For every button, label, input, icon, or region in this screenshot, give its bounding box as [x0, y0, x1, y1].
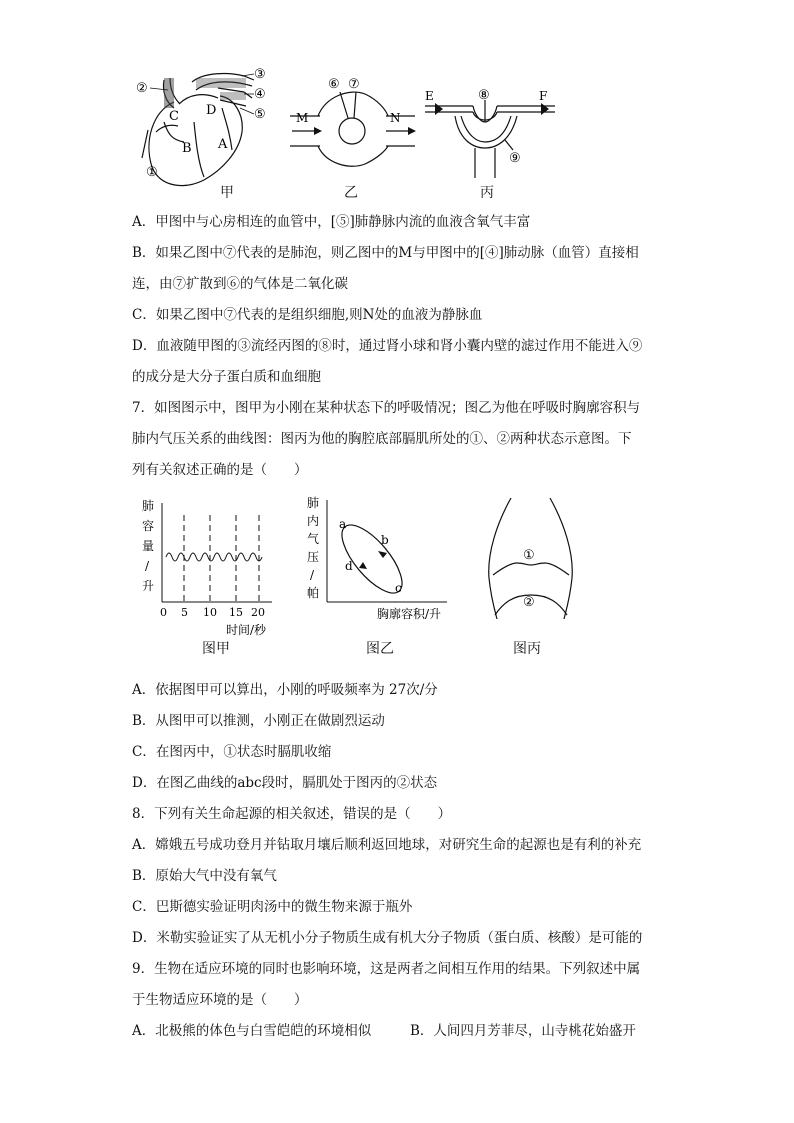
capillary-label-n: N [390, 111, 401, 125]
heart-label-4: ④ [254, 87, 266, 102]
heart-label-1: ① [146, 165, 158, 180]
diaphragm-state-2: ② [523, 595, 535, 610]
heart-label-2: ② [136, 81, 148, 96]
q9-stem-1: 9．生物在适应环境的同时也影响环境，这是两者之间相互作用的结果。下列叙述中属 [132, 961, 641, 977]
q7-option-c: C．在图丙中，①状态时膈肌收缩 [132, 744, 332, 760]
svg-text:气: 气 [307, 532, 320, 546]
q9-option-b: B．人间四月芳菲尽，山寺桃花始盛开 [410, 1023, 636, 1039]
point-a: a [339, 517, 347, 531]
ylabel-lung-volume [142, 498, 154, 593]
xtick-5: 5 [181, 606, 188, 619]
point-d: d [345, 559, 353, 573]
q7-stem-2: 肺内气压关系的曲线图：图丙为他的胸腔底部膈肌所处的①、②两种状态示意图。下 [132, 431, 632, 447]
q8-option-a: A．嫦娥五号成功登月并钻取月壤后顺利返回地球，对研究生命的起源也是有利的补充 [132, 837, 642, 853]
svg-text:帕: 帕 [307, 586, 320, 600]
q8-option-d: D．米勒实验证实了从无机小分子物质生成有机大分子物质（蛋白质、核酸）是可能的 [132, 930, 643, 946]
capillary-label-6: ⑥ [328, 77, 340, 92]
q8-stem: 8．下列有关生命起源的相关叙述，错误的是（ ） [132, 806, 452, 822]
diaphragm-state-1: ① [523, 548, 535, 563]
xlabel-chest-volume: 胸廓容积/升 [377, 607, 442, 621]
capillary-label-7: ⑦ [348, 77, 360, 92]
xtick-15: 15 [229, 606, 243, 619]
fig7-yi-caption: 图乙 [366, 641, 394, 657]
q6-option-b-cont: 连，由⑦扩散到⑥的气体是二氧化碳 [132, 276, 348, 292]
svg-text:/: / [310, 568, 315, 582]
nephron-label-f: F [539, 89, 548, 103]
xtick-0: 0 [160, 606, 167, 619]
q6-option-a: A．甲图中与心房相连的血管中，[⑤]肺静脉内流的血液含氧气丰富 [132, 214, 531, 230]
diaphragm-diagram [483, 493, 578, 633]
svg-text:肺: 肺 [142, 499, 155, 513]
heart-diagram [134, 62, 284, 197]
q9-stem-2: 于生物适应环境的是（ ） [132, 992, 308, 1008]
q7-stem-3: 列有关叙述正确的是（ ） [132, 462, 308, 478]
xtick-20: 20 [251, 606, 265, 619]
heart-chamber-c: C [169, 109, 179, 124]
heart-chamber-b: B [182, 141, 192, 156]
heart-chamber-a: A [218, 137, 228, 152]
point-b: b [381, 533, 389, 547]
q6-option-d: D．血液随甲图的③流经丙图的⑧时，通过肾小球和肾小囊内壁的滤过作用不能进入⑨ [132, 338, 643, 354]
svg-text:升: 升 [142, 579, 155, 593]
capillary-diagram [290, 76, 420, 176]
heart-label-3: ③ [254, 67, 266, 82]
svg-text:压: 压 [307, 550, 320, 564]
fig7-bing-caption: 图丙 [513, 641, 541, 657]
q8-option-c: C．巴斯德实验证明肉汤中的微生物来源于瓶外 [132, 899, 413, 915]
svg-text:/: / [145, 559, 150, 573]
point-c: c [395, 581, 402, 595]
q7-option-b: B．从图甲可以推测，小刚正在做剧烈运动 [132, 713, 385, 729]
svg-text:肺: 肺 [307, 496, 320, 510]
svg-text:内: 内 [307, 514, 320, 528]
fig7-jia-caption: 图甲 [202, 641, 230, 657]
q6-option-d-cont: 的成分是大分子蛋白质和血细胞 [132, 369, 321, 385]
q6-option-c: C．如果乙图中⑦代表的是组织细胞,则N处的血液为静脉血 [132, 307, 483, 323]
nephron-diagram [425, 86, 560, 181]
nephron-label-9: ⑨ [509, 151, 521, 166]
lung-volume-wave [166, 553, 262, 561]
ylabel-pressure [307, 495, 319, 600]
q8-option-b: B．原始大气中没有氧气 [132, 868, 277, 884]
fig-yi-caption: 乙 [344, 185, 358, 201]
q9-option-a: A．北极熊的体色与白雪皑皑的环境相似 [132, 1023, 372, 1039]
q7-option-d: D．在图乙曲线的abc段时，膈肌处于图丙的②状态 [132, 775, 438, 791]
q7-stem-1: 7．如图图示中，图甲为小刚在某种状态下的呼吸情况；图乙为他在呼吸时胸廓容积与 [132, 400, 641, 416]
svg-text:容: 容 [142, 519, 155, 533]
nephron-label-8: ⑧ [478, 88, 490, 103]
lung-volume-chart [140, 495, 290, 640]
fig-bing-caption: 丙 [480, 185, 494, 201]
pressure-volume-chart [305, 492, 460, 627]
xlabel-time: 时间/秒 [226, 623, 267, 637]
capillary-label-m: M [296, 111, 309, 125]
q6-option-b: B．如果乙图中⑦代表的是肺泡，则乙图中的M与甲图中的[④]肺动脉（血管）直接相 [132, 245, 639, 261]
svg-text:量: 量 [142, 539, 155, 553]
xtick-10: 10 [203, 606, 217, 619]
nephron-label-e: E [425, 89, 434, 103]
q7-option-a: A．依据图甲可以算出，小刚的呼吸频率为 27次/分 [132, 682, 438, 698]
fig-jia-caption: 甲 [220, 185, 234, 201]
heart-chamber-d: D [206, 103, 217, 118]
heart-label-5: ⑤ [254, 107, 266, 122]
